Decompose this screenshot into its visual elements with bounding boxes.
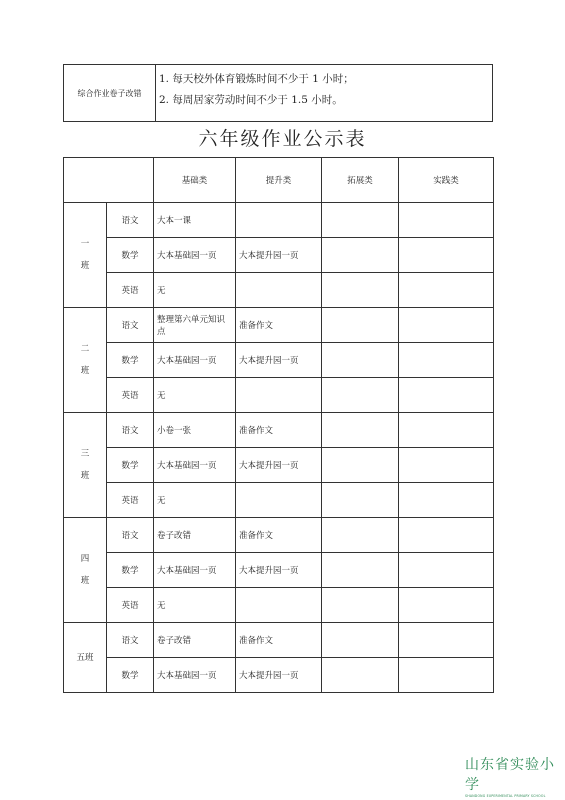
expand-cell: [322, 518, 399, 553]
improve-cell: [236, 378, 322, 413]
improve-cell: 大本提升园一页: [236, 238, 322, 273]
basic-cell: 大本基础园一页: [154, 658, 236, 693]
improve-cell: [236, 203, 322, 238]
practice-cell: [399, 553, 494, 588]
improve-cell: 大本提升园一页: [236, 658, 322, 693]
basic-cell: 无: [154, 378, 236, 413]
class-name-cell: [64, 203, 107, 308]
improve-cell: 大本提升园一页: [236, 553, 322, 588]
practice-cell: [399, 623, 494, 658]
subject-cell: 语文: [107, 623, 154, 658]
table-row: [64, 553, 494, 588]
table-row: [64, 238, 494, 273]
table-row: [64, 588, 494, 623]
expand-cell: [322, 378, 399, 413]
table-row: [64, 623, 494, 658]
top-summary-table: [63, 64, 493, 122]
basic-cell: 小卷一张: [154, 413, 236, 448]
expand-cell: [322, 658, 399, 693]
subject-cell: 语文: [107, 203, 154, 238]
basic-cell: 大本一课: [154, 203, 236, 238]
subject-cell: 数学: [107, 448, 154, 483]
logo-main-text: 山东省实验小学: [465, 757, 555, 793]
improve-cell: 大本提升园一页: [236, 343, 322, 378]
header-improve: 提升类: [236, 158, 322, 203]
practice-cell: [399, 448, 494, 483]
subject-cell: 语文: [107, 518, 154, 553]
table-row: [64, 343, 494, 378]
improve-cell: 准备作文: [236, 308, 322, 343]
improve-cell: 准备作文: [236, 518, 322, 553]
homework-table: [63, 157, 494, 693]
improve-cell: 大本提升园一页: [236, 448, 322, 483]
subject-cell: 英语: [107, 273, 154, 308]
class-name-top: 一: [80, 239, 90, 249]
practice-cell: [399, 518, 494, 553]
subject-cell: 英语: [107, 378, 154, 413]
expand-cell: [322, 588, 399, 623]
basic-cell: 大本基础园一页: [154, 343, 236, 378]
expand-cell: [322, 238, 399, 273]
basic-cell: 卷子改错: [154, 623, 236, 658]
expand-cell: [322, 203, 399, 238]
expand-cell: [322, 483, 399, 518]
class-name-top: 三: [80, 449, 90, 459]
table-row: [64, 518, 494, 553]
class-name-cell: [64, 623, 107, 693]
expand-cell: [322, 308, 399, 343]
header-expand: 拓展类: [322, 158, 399, 203]
table-row: [64, 378, 494, 413]
table-row: [64, 308, 494, 343]
subject-cell: 英语: [107, 588, 154, 623]
improve-cell: [236, 273, 322, 308]
practice-cell: [399, 483, 494, 518]
school-logo: [465, 754, 555, 798]
header-row: [64, 158, 494, 203]
page-title: 六年级作业公示表: [198, 128, 367, 150]
subject-cell: 数学: [107, 658, 154, 693]
header-blank-cell: [64, 158, 154, 203]
class-name-cell: [64, 413, 107, 518]
basic-cell: 无: [154, 483, 236, 518]
class-name-top: 五班: [76, 652, 94, 663]
basic-cell: 无: [154, 588, 236, 623]
subject-cell: 数学: [107, 238, 154, 273]
summary-label: 综合作业卷子改错: [64, 65, 156, 122]
practice-cell: [399, 658, 494, 693]
practice-cell: [399, 238, 494, 273]
basic-cell: 大本基础园一页: [154, 238, 236, 273]
basic-cell: 大本基础园一页: [154, 553, 236, 588]
table-row: [64, 413, 494, 448]
practice-cell: [399, 378, 494, 413]
basic-cell: 无: [154, 273, 236, 308]
expand-cell: [322, 623, 399, 658]
practice-cell: [399, 413, 494, 448]
subject-cell: 数学: [107, 553, 154, 588]
improve-cell: 准备作文: [236, 623, 322, 658]
expand-cell: [322, 343, 399, 378]
logo-sub-text: SHANDONG EXPERIMENTAL PRIMARY SCHOOL: [465, 794, 546, 798]
class-name-bottom: 班: [80, 366, 90, 376]
header-practice: 实践类: [399, 158, 494, 203]
table-row: [64, 448, 494, 483]
practice-cell: [399, 308, 494, 343]
subject-cell: 数学: [107, 343, 154, 378]
improve-cell: [236, 588, 322, 623]
class-name-cell: [64, 518, 107, 623]
basic-cell: 卷子改错: [154, 518, 236, 553]
table-row: [64, 658, 494, 693]
subject-cell: 语文: [107, 308, 154, 343]
subject-cell: 英语: [107, 483, 154, 518]
summary-content: [156, 65, 493, 122]
class-name-cell: [64, 308, 107, 413]
class-name-top: 二: [80, 344, 90, 354]
class-name-top: 四: [80, 554, 90, 564]
basic-cell: 大本基础园一页: [154, 448, 236, 483]
subject-cell: 语文: [107, 413, 154, 448]
class-name-bottom: 班: [80, 261, 90, 271]
practice-cell: [399, 588, 494, 623]
improve-cell: 准备作文: [236, 413, 322, 448]
expand-cell: [322, 273, 399, 308]
practice-cell: [399, 273, 494, 308]
basic-cell: 整理第六单元知识点: [154, 308, 236, 343]
class-name-bottom: 班: [80, 471, 90, 481]
summary-line-2: 2. 每周居家劳动时间不少于 1.5 小时。: [159, 94, 343, 106]
expand-cell: [322, 448, 399, 483]
summary-line-1: 1. 每天校外体育锻炼时间不少于 1 小时；: [159, 73, 354, 85]
header-basic: 基础类: [154, 158, 236, 203]
improve-cell: [236, 483, 322, 518]
table-row: [64, 273, 494, 308]
table-row: [64, 483, 494, 518]
class-name-bottom: 班: [80, 576, 90, 586]
practice-cell: [399, 343, 494, 378]
expand-cell: [322, 413, 399, 448]
homework-table-body: [64, 158, 494, 693]
practice-cell: [399, 203, 494, 238]
expand-cell: [322, 553, 399, 588]
table-row: [64, 203, 494, 238]
